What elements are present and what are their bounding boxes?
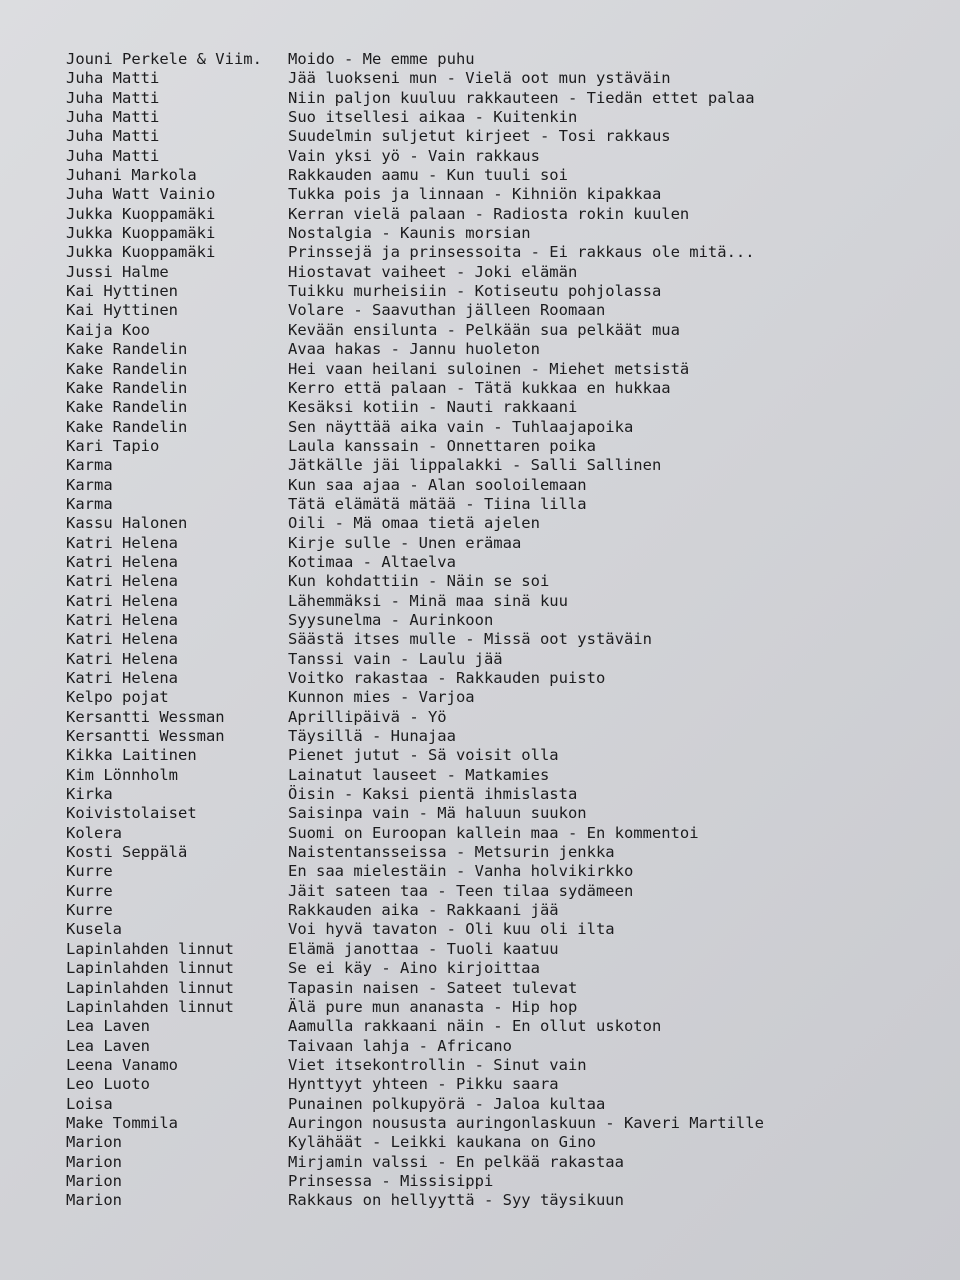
song-list-row <box>66 1114 960 1133</box>
artist-name: Kake Randelin <box>66 398 188 417</box>
song-titles: Kevään ensilunta - Pelkään sua pelkäät mua <box>288 320 680 339</box>
song-list-row <box>66 592 960 611</box>
song-titles: Säästä itses mulle - Missä oot ystäväin <box>288 630 652 649</box>
song-list-row <box>66 553 960 572</box>
song-titles: Mirjamin valssi - En pelkää rakastaa <box>288 1152 624 1171</box>
song-titles: Kesäksi kotiin - Nauti rakkaani <box>288 398 578 417</box>
song-list-row <box>66 418 960 437</box>
song-list-row <box>66 669 960 688</box>
artist-name: Katri Helena <box>66 649 178 668</box>
song-list-row <box>66 1075 960 1094</box>
artist-name: Kersantti Wessman <box>66 707 225 726</box>
song-titles: Pienet jutut - Sä voisit olla <box>288 746 559 765</box>
song-titles: Naistentansseissa - Metsurin jenkka <box>288 843 615 862</box>
song-list-row <box>66 1191 960 1210</box>
song-list-row <box>66 611 960 630</box>
song-titles: Sen näyttää aika vain - Tuhlaajapoika <box>288 417 634 436</box>
song-titles: Suomi on Euroopan kallein maa - En kommentoi <box>288 823 699 842</box>
song-titles: En saa mielestäin - Vanha holvikirkko <box>288 862 634 881</box>
song-titles: Rakkaus on hellyyttä - Syy täysikuun <box>288 1191 624 1210</box>
artist-name: Katri Helena <box>66 610 178 629</box>
song-list-row <box>66 514 960 533</box>
song-list-row <box>66 940 960 959</box>
artist-name: Jukka Kuoppamäki <box>66 224 216 243</box>
song-list-row <box>66 882 960 901</box>
artist-name: Lapinlahden linnut <box>66 978 234 997</box>
song-list-row <box>66 398 960 417</box>
artist-name: Marion <box>66 1152 122 1171</box>
artist-name: Kake Randelin <box>66 417 188 436</box>
song-titles: Elämä janottaa - Tuoli kaatuu <box>288 939 559 958</box>
song-list-row <box>66 998 960 1017</box>
song-list-row <box>66 1172 960 1191</box>
artist-name: Juha Matti <box>66 146 160 165</box>
song-list-row <box>66 824 960 843</box>
song-list-row <box>66 147 960 166</box>
song-titles: Voi hyvä tavaton - Oli kuu oli ilta <box>288 920 615 939</box>
song-titles: Vain yksi yö - Vain rakkaus <box>288 146 540 165</box>
artist-name: Karma <box>66 494 113 513</box>
artist-name: Make Tommila <box>66 1113 178 1132</box>
song-list-row <box>66 1153 960 1172</box>
song-titles: Saisinpa vain - Mä haluun suukon <box>288 804 587 823</box>
artist-name: Kim Lönnholm <box>66 765 178 784</box>
song-titles: Kylähäät - Leikki kaukana on Gino <box>288 1133 596 1152</box>
song-titles: Taivaan lahja - Africano <box>288 1036 512 1055</box>
artist-name: Kurre <box>66 881 113 900</box>
song-titles: Lähemmäksi - Minä maa sinä kuu <box>288 591 568 610</box>
artist-name: Katri Helena <box>66 552 178 571</box>
song-titles: Prinsessa - Missisippi <box>288 1171 494 1190</box>
song-list-row <box>66 1017 960 1036</box>
song-titles: Avaa hakas - Jannu huoleton <box>288 340 540 359</box>
song-list-row <box>66 282 960 301</box>
song-titles: Jäit sateen taa - Teen tilaa sydämeen <box>288 881 634 900</box>
artist-name: Katri Helena <box>66 630 178 649</box>
artist-name: Lapinlahden linnut <box>66 959 234 978</box>
song-titles: Oili - Mä omaa tietä ajelen <box>288 514 540 533</box>
song-list-row <box>66 243 960 262</box>
song-list-row <box>66 108 960 127</box>
song-titles: Syysunelma - Aurinkoon <box>288 610 494 629</box>
song-list-row <box>66 901 960 920</box>
artist-name: Lapinlahden linnut <box>66 939 234 958</box>
song-list-row <box>66 263 960 282</box>
artist-name: Leena Vanamo <box>66 1055 178 1074</box>
song-list-row <box>66 69 960 88</box>
song-list-row <box>66 379 960 398</box>
artist-name: Kai Hyttinen <box>66 282 178 301</box>
song-list-row <box>66 166 960 185</box>
artist-name: Marion <box>66 1171 122 1190</box>
song-titles: Jää luokseni mun - Vielä oot mun ystäväin <box>288 69 671 88</box>
song-titles: Viet itsekontrollin - Sinut vain <box>288 1055 587 1074</box>
artist-name: Katri Helena <box>66 533 178 552</box>
song-titles: Kotimaa - Altaelva <box>288 552 456 571</box>
artist-name: Katri Helena <box>66 591 178 610</box>
song-list-row <box>66 456 960 475</box>
artist-name: Kaija Koo <box>66 320 150 339</box>
artist-name: Kurre <box>66 901 113 920</box>
song-titles: Tuikku murheisiin - Kotiseutu pohjolassa <box>288 282 662 301</box>
song-titles: Suudelmin suljetut kirjeet - Tosi rakkaus <box>288 127 671 146</box>
song-list-row <box>66 495 960 514</box>
artist-name: Jukka Kuoppamäki <box>66 204 216 223</box>
song-list-row <box>66 727 960 746</box>
artist-name: Juha Matti <box>66 108 160 127</box>
song-titles: Volare - Saavuthan jälleen Roomaan <box>288 301 606 320</box>
song-titles: Lainatut lauseet - Matkamies <box>288 765 550 784</box>
song-titles: Laula kanssain - Onnettaren poika <box>288 436 596 455</box>
song-titles: Kunnon mies - Varjoa <box>288 688 475 707</box>
song-list-row <box>66 804 960 823</box>
song-titles: Tapasin naisen - Sateet tulevat <box>288 978 578 997</box>
artist-name: Kusela <box>66 920 122 939</box>
song-list-row <box>66 301 960 320</box>
song-list-row <box>66 1056 960 1075</box>
song-titles: Tätä elämätä mätää - Tiina lilla <box>288 494 587 513</box>
song-list-row <box>66 224 960 243</box>
song-list-row <box>66 205 960 224</box>
artist-name: Kirka <box>66 785 113 804</box>
song-list-row <box>66 1133 960 1152</box>
artist-name: Karma <box>66 456 113 475</box>
artist-name: Katri Helena <box>66 669 178 687</box>
artist-name: Kersantti Wessman <box>66 727 225 746</box>
song-list-row <box>66 843 960 862</box>
song-titles: Älä pure mun ananasta - Hip hop <box>288 997 578 1016</box>
song-list-row <box>66 785 960 804</box>
song-titles: Hei vaan heilani suloinen - Miehet metsistä <box>288 359 690 378</box>
artist-name: Lea Laven <box>66 1017 150 1036</box>
song-titles: Kirje sulle - Unen erämaa <box>288 533 522 552</box>
song-list-row <box>66 1037 960 1056</box>
artist-name: Kelpo pojat <box>66 688 169 707</box>
song-list-row <box>66 437 960 456</box>
song-list-row <box>66 920 960 939</box>
artist-name: Leo Luoto <box>66 1075 150 1094</box>
song-titles: Jätkälle jäi lippalakki - Salli Sallinen <box>288 456 662 475</box>
artist-name: Kassu Halonen <box>66 514 188 533</box>
artist-name: Kake Randelin <box>66 378 188 397</box>
artist-name: Katri Helena <box>66 572 178 591</box>
song-titles: Kerran vielä palaan - Radiosta rokin kuulen <box>288 204 690 223</box>
song-list-row <box>66 127 960 146</box>
artist-name: Jouni Perkele & Viim. <box>66 50 262 68</box>
song-titles: Auringon noususta auringonlaskuun - Kaveri Martille <box>288 1113 764 1132</box>
song-titles: Tukka pois ja linnaan - Kihniön kipakkaa <box>288 185 662 204</box>
song-titles: Aamulla rakkaani näin - En ollut uskoton <box>288 1017 662 1036</box>
artist-name: Juha Matti <box>66 88 160 107</box>
song-titles: Kerro että palaan - Tätä kukkaa en hukkaa <box>288 378 671 397</box>
song-titles: Prinssejä ja prinsessoita - Ei rakkaus ole mitä... <box>288 243 755 262</box>
artist-name: Kikka Laitinen <box>66 746 197 765</box>
song-list-row <box>66 1095 960 1114</box>
song-titles: Kun kohdattiin - Näin se soi <box>288 572 550 591</box>
song-list-row <box>66 50 960 69</box>
song-titles: Punainen polkupyörä - Jaloa kultaa <box>288 1094 606 1113</box>
song-list-row <box>66 572 960 591</box>
song-titles: Rakkauden aamu - Kun tuuli soi <box>288 166 568 185</box>
artist-name: Jussi Halme <box>66 262 169 281</box>
song-list-row <box>66 630 960 649</box>
song-titles: Niin paljon kuuluu rakkauteen - Tiedän ettet palaa <box>288 88 755 107</box>
artist-name: Juha Watt Vainio <box>66 185 216 204</box>
song-titles: Tanssi vain - Laulu jää <box>288 649 503 668</box>
song-list-row <box>66 321 960 340</box>
song-titles: Kun saa ajaa - Alan sooloilemaan <box>288 475 587 494</box>
song-list-row <box>66 650 960 669</box>
artist-name: Juhani Markola <box>66 166 197 185</box>
song-titles: Hynttyyt yhteen - Pikku saara <box>288 1075 559 1094</box>
song-list-row <box>66 476 960 495</box>
song-list-row <box>66 534 960 553</box>
artist-name: Kolera <box>66 823 122 842</box>
artist-name: Marion <box>66 1133 122 1152</box>
song-titles: Moido - Me emme puhu <box>288 50 475 68</box>
song-list-row <box>66 862 960 881</box>
song-list-row <box>66 959 960 978</box>
song-titles: Rakkauden aika - Rakkaani jää <box>288 901 559 920</box>
artist-name: Kake Randelin <box>66 359 188 378</box>
song-list-row <box>66 185 960 204</box>
song-list-row <box>66 979 960 998</box>
artist-name: Kake Randelin <box>66 340 188 359</box>
artist-name: Marion <box>66 1191 122 1210</box>
song-list-row <box>66 708 960 727</box>
artist-name: Karma <box>66 475 113 494</box>
song-titles: Täysillä - Hunajaa <box>288 727 456 746</box>
artist-name: Kari Tapio <box>66 436 160 455</box>
song-list-row <box>66 89 960 108</box>
artist-name: Lea Laven <box>66 1036 150 1055</box>
artist-name: Kai Hyttinen <box>66 301 178 320</box>
song-titles: Aprillipäivä - Yö <box>288 707 447 726</box>
song-titles: Suo itsellesi aikaa - Kuitenkin <box>288 108 578 127</box>
song-list-row <box>66 340 960 359</box>
song-list-row <box>66 766 960 785</box>
artist-name: Kurre <box>66 862 113 881</box>
song-list-row <box>66 688 960 707</box>
song-titles: Voitko rakastaa - Rakkauden puisto <box>288 669 606 687</box>
artist-name: Kosti Seppälä <box>66 843 188 862</box>
artist-name: Jukka Kuoppamäki <box>66 243 216 262</box>
artist-name: Lapinlahden linnut <box>66 997 234 1016</box>
song-titles: Hiostavat vaiheet - Joki elämän <box>288 262 578 281</box>
artist-name: Juha Matti <box>66 69 160 88</box>
artist-name: Juha Matti <box>66 127 160 146</box>
artist-name: Koivistolaiset <box>66 804 197 823</box>
song-titles: Nostalgia - Kaunis morsian <box>288 224 531 243</box>
song-list-row <box>66 360 960 379</box>
song-titles: Öisin - Kaksi pientä ihmislasta <box>288 785 578 804</box>
song-list-row <box>66 746 960 765</box>
artist-name: Loisa <box>66 1094 113 1113</box>
song-titles: Se ei käy - Aino kirjoittaa <box>288 959 540 978</box>
